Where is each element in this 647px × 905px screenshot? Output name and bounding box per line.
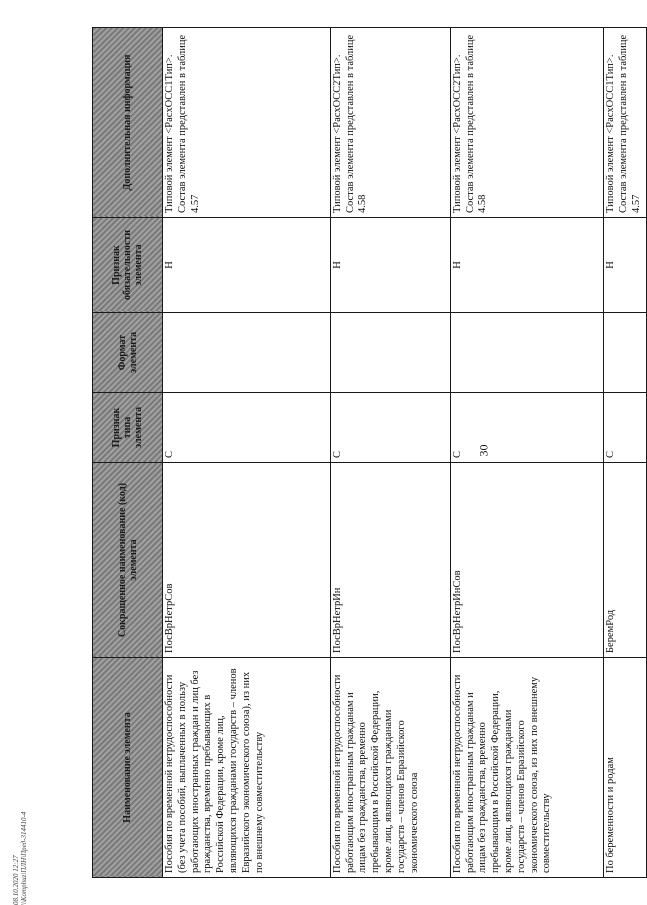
table-row [604, 28, 647, 878]
cell-required: Н [450, 218, 603, 313]
cell-name: Пособия по временной нетрудоспособности работающим иностранным гражданам и лицам без гражданства, временно пребывающим в Российской Федерации, кроме лиц, являющихся гражданами государств – членов Евразийского экономического союза, из них по внешнему совместительству [450, 658, 603, 878]
table-row [330, 28, 450, 878]
cell-type: С [604, 393, 647, 463]
footer-timestamp: 08.10.2020 12:27 [12, 855, 20, 905]
cell-info: Типовой элемент <РасхОСС1Тип>. Состав элемента представлен в таблице 4.57 [163, 28, 331, 218]
cell-format [163, 313, 331, 393]
table-header-row [93, 28, 163, 878]
page-number: 30 [476, 444, 491, 457]
cell-info: Типовой элемент <РасхОСС1Тип>. Состав элемента представлен в таблице 4.57 [604, 28, 647, 218]
cell-required: Н [330, 218, 450, 313]
cell-format [330, 313, 450, 393]
table-row [163, 28, 331, 878]
cell-name: По беременности и родам [604, 658, 647, 878]
cell-type: С [450, 393, 603, 463]
header-info: Дополнительная информация [93, 28, 163, 218]
cell-info: Типовой элемент <РасхОСС2Тип>. Состав элемента представлен в таблице 4.58 [330, 28, 450, 218]
header-format: Формат элемента [93, 313, 163, 393]
cell-format [604, 313, 647, 393]
cell-required: Н [163, 218, 331, 313]
cell-info: Типовой элемент <РасхОСС2Тип>. Состав элемента представлен в таблице 4.58 [450, 28, 603, 218]
cell-name: Пособия по временной нетрудоспособности работающим иностранным гражданам и лицам без гражданства, временно пребывающим в Российской Федерации, кроме лиц, являющихся гражданами государств – членов Евразийского экономического союза [330, 658, 450, 878]
cell-type: С [163, 393, 331, 463]
cell-required: Н [604, 218, 647, 313]
cell-type: С [330, 393, 450, 463]
cell-code: ПосВрНетрИнСов [450, 463, 603, 658]
header-name: Наименование элемента [93, 658, 163, 878]
cell-code: ПосВрНетрСов [163, 463, 331, 658]
header-code: Сокращенное наименование (код) элемента [93, 463, 163, 658]
elements-table [92, 27, 647, 878]
cell-name: Пособия по временной нетрудоспособности (без учета пособий, выплаченных в пользу работающих иностранных граждан и лиц без гражданства, временно пребывающих в Российской Федерации, кроме лиц, являющихся гражданами государств – членов Евразийского экономического союза), из них по внешнему совместительству [163, 658, 331, 878]
header-type: Признак типа элемента [93, 393, 163, 463]
cell-format [450, 313, 603, 393]
rotated-table-container [92, 28, 647, 878]
cell-code: БеремРод [604, 463, 647, 658]
cell-code: ПосВрНетрИн [330, 463, 450, 658]
table-row [450, 28, 603, 878]
footer-path: \\Komphuz\ПЛН\Пред-314410-4 [20, 811, 29, 905]
header-required: Признак обязательности элемента [93, 218, 163, 313]
